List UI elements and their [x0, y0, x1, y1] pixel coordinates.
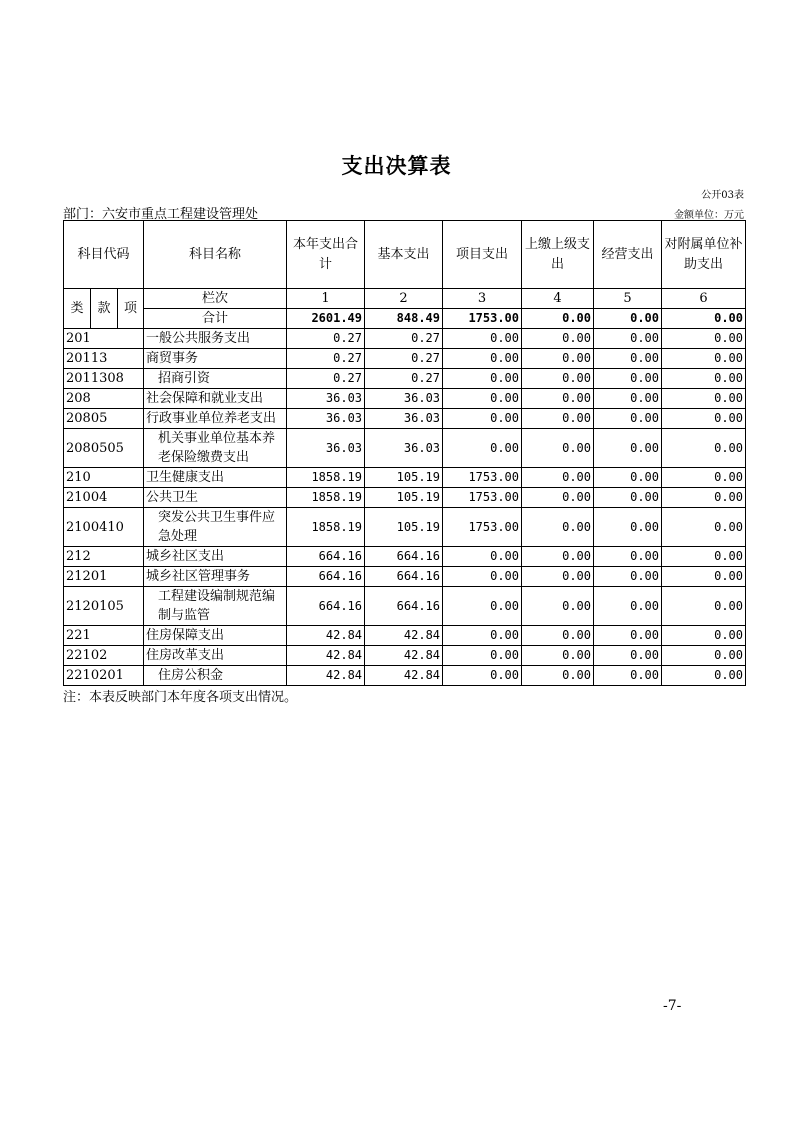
subject-name: 商贸事务 [144, 349, 287, 369]
total-value: 0.00 [594, 309, 662, 329]
amount-cell: 0.00 [443, 646, 522, 666]
total-value: 2601.49 [287, 309, 365, 329]
amount-cell: 36.03 [365, 409, 443, 429]
table-row [64, 567, 746, 587]
amount-cell: 0.00 [662, 587, 746, 626]
header-subject-code: 科目代码 [64, 221, 144, 289]
amount-cell: 0.27 [365, 349, 443, 369]
amount-cell: 0.00 [662, 429, 746, 468]
amount-cell: 0.00 [662, 389, 746, 409]
amount-cell: 664.16 [365, 567, 443, 587]
amount-cell: 0.00 [662, 567, 746, 587]
amount-cell: 0.00 [662, 646, 746, 666]
amount-cell: 0.00 [594, 468, 662, 488]
amount-cell: 0.00 [594, 587, 662, 626]
amount-cell: 36.03 [287, 429, 365, 468]
subject-code: 212 [64, 547, 144, 567]
amount-cell: 0.00 [662, 329, 746, 349]
header-subsidy: 对附属单位补助支出 [662, 221, 746, 289]
table-row [64, 488, 746, 508]
subject-code: 2120105 [64, 587, 144, 626]
header-basic: 基本支出 [365, 221, 443, 289]
amount-cell: 0.00 [594, 389, 662, 409]
amount-cell: 0.00 [594, 409, 662, 429]
amount-cell: 0.00 [522, 666, 594, 686]
expenditure-table [63, 220, 746, 686]
subject-code: 2100410 [64, 508, 144, 547]
subject-code: 201 [64, 329, 144, 349]
amount-cell: 0.00 [522, 646, 594, 666]
subject-name: 社会保障和就业支出 [144, 389, 287, 409]
column-number: 3 [443, 289, 522, 309]
header-total: 本年支出合计 [287, 221, 365, 289]
table-row [64, 409, 746, 429]
subject-code: 21004 [64, 488, 144, 508]
amount-cell: 0.00 [522, 567, 594, 587]
amount-cell: 664.16 [287, 547, 365, 567]
amount-cell: 0.00 [594, 508, 662, 547]
subject-code: 20113 [64, 349, 144, 369]
table-row [64, 369, 746, 389]
amount-cell: 0.00 [443, 429, 522, 468]
table-row [64, 646, 746, 666]
page-title: 支出决算表 [341, 153, 452, 178]
total-label: 合计 [144, 309, 287, 329]
column-number: 1 [287, 289, 365, 309]
amount-cell: 0.27 [287, 349, 365, 369]
amount-cell: 105.19 [365, 488, 443, 508]
table-row [64, 429, 746, 468]
total-value: 848.49 [365, 309, 443, 329]
subject-name: 卫生健康支出 [144, 468, 287, 488]
amount-cell: 0.00 [522, 369, 594, 389]
amount-cell: 0.00 [443, 547, 522, 567]
amount-cell: 42.84 [365, 626, 443, 646]
amount-cell: 0.00 [594, 429, 662, 468]
header-xiang: 项 [118, 289, 144, 329]
subject-name: 机关事业单位基本养老保险缴费支出 [144, 429, 287, 468]
amount-cell: 0.00 [443, 389, 522, 409]
amount-cell: 0.00 [662, 508, 746, 547]
amount-cell: 36.03 [287, 409, 365, 429]
amount-cell: 0.00 [522, 626, 594, 646]
amount-cell: 0.00 [594, 488, 662, 508]
amount-cell: 1753.00 [443, 488, 522, 508]
amount-cell: 0.00 [522, 488, 594, 508]
amount-cell: 0.00 [594, 349, 662, 369]
amount-cell: 664.16 [365, 587, 443, 626]
amount-cell: 1858.19 [287, 508, 365, 547]
amount-cell: 1858.19 [287, 488, 365, 508]
amount-cell: 0.00 [443, 369, 522, 389]
table-row [64, 587, 746, 626]
table-row [64, 468, 746, 488]
table-row [64, 389, 746, 409]
amount-cell: 105.19 [365, 508, 443, 547]
amount-cell: 0.00 [522, 329, 594, 349]
column-number: 2 [365, 289, 443, 309]
total-value: 1753.00 [443, 309, 522, 329]
header-kuan: 款 [91, 289, 118, 329]
header-lanci: 栏次 [144, 289, 287, 309]
amount-cell: 0.00 [662, 349, 746, 369]
amount-cell: 42.84 [365, 646, 443, 666]
subject-name: 住房改革支出 [144, 646, 287, 666]
header-subject-name: 科目名称 [144, 221, 287, 289]
subject-name: 城乡社区管理事务 [144, 567, 287, 587]
column-number: 4 [522, 289, 594, 309]
amount-cell: 0.00 [594, 567, 662, 587]
subject-code: 2210201 [64, 666, 144, 686]
header-project: 项目支出 [443, 221, 522, 289]
column-number: 6 [662, 289, 746, 309]
amount-cell: 0.00 [594, 547, 662, 567]
amount-cell: 0.00 [662, 547, 746, 567]
amount-cell: 36.03 [365, 429, 443, 468]
amount-cell: 0.00 [522, 349, 594, 369]
amount-cell: 0.00 [443, 349, 522, 369]
header-upper: 上缴上级支出 [522, 221, 594, 289]
column-number: 5 [594, 289, 662, 309]
amount-cell: 0.00 [662, 666, 746, 686]
amount-cell: 0.00 [594, 369, 662, 389]
amount-cell: 0.27 [365, 369, 443, 389]
table-note: 注：本表反映部门本年度各项支出情况。 [63, 690, 298, 705]
amount-cell: 42.84 [287, 626, 365, 646]
header-lei: 类 [64, 289, 91, 329]
amount-cell: 0.00 [522, 389, 594, 409]
amount-cell: 0.00 [662, 409, 746, 429]
amount-cell: 36.03 [287, 389, 365, 409]
subject-name: 行政事业单位养老支出 [144, 409, 287, 429]
amount-cell: 42.84 [287, 646, 365, 666]
subject-code: 2011308 [64, 369, 144, 389]
subject-name: 住房公积金 [144, 666, 287, 686]
amount-cell: 0.00 [522, 429, 594, 468]
amount-cell: 42.84 [287, 666, 365, 686]
subject-code: 21201 [64, 567, 144, 587]
total-value: 0.00 [662, 309, 746, 329]
amount-cell: 0.00 [662, 626, 746, 646]
amount-cell: 664.16 [287, 587, 365, 626]
amount-cell: 42.84 [365, 666, 443, 686]
table-row [64, 508, 746, 547]
amount-cell: 0.00 [522, 508, 594, 547]
subject-code: 210 [64, 468, 144, 488]
amount-cell: 0.00 [443, 567, 522, 587]
subject-name: 公共卫生 [144, 488, 287, 508]
page-number: -7- [663, 998, 682, 1014]
amount-cell: 1753.00 [443, 468, 522, 488]
amount-unit: 金额单位：万元 [674, 210, 744, 221]
amount-cell: 0.27 [287, 369, 365, 389]
amount-cell: 0.00 [594, 329, 662, 349]
amount-cell: 105.19 [365, 468, 443, 488]
table-body [64, 221, 746, 686]
amount-cell: 0.00 [522, 547, 594, 567]
amount-cell: 0.00 [522, 468, 594, 488]
table-row [64, 626, 746, 646]
subject-code: 2080505 [64, 429, 144, 468]
amount-cell: 664.16 [287, 567, 365, 587]
amount-cell: 0.00 [443, 329, 522, 349]
amount-cell: 0.00 [443, 409, 522, 429]
amount-cell: 0.00 [594, 666, 662, 686]
amount-cell: 0.00 [443, 666, 522, 686]
subject-name: 城乡社区支出 [144, 547, 287, 567]
amount-cell: 0.27 [287, 329, 365, 349]
subject-name: 工程建设编制规范编制与监管 [144, 587, 287, 626]
amount-cell: 1858.19 [287, 468, 365, 488]
subject-name: 招商引资 [144, 369, 287, 389]
table-row [64, 349, 746, 369]
subject-code: 208 [64, 389, 144, 409]
amount-cell: 0.00 [662, 488, 746, 508]
table-row [64, 329, 746, 349]
amount-cell: 0.00 [443, 587, 522, 626]
header-business: 经营支出 [594, 221, 662, 289]
amount-cell: 0.00 [594, 626, 662, 646]
amount-cell: 0.00 [662, 369, 746, 389]
amount-cell: 36.03 [365, 389, 443, 409]
amount-cell: 0.00 [662, 468, 746, 488]
column-number-row [64, 289, 746, 309]
subject-name: 一般公共服务支出 [144, 329, 287, 349]
amount-cell: 0.27 [365, 329, 443, 349]
total-row [64, 309, 746, 329]
subject-code: 22102 [64, 646, 144, 666]
subject-code: 20805 [64, 409, 144, 429]
amount-cell: 0.00 [443, 626, 522, 646]
amount-cell: 0.00 [594, 646, 662, 666]
department-label: 部门：六安市重点工程建设管理处 [63, 207, 259, 222]
header-row [64, 221, 746, 289]
amount-cell: 664.16 [365, 547, 443, 567]
amount-cell: 0.00 [522, 409, 594, 429]
subject-name: 突发公共卫生事件应急处理 [144, 508, 287, 547]
subject-name: 住房保障支出 [144, 626, 287, 646]
total-value: 0.00 [522, 309, 594, 329]
amount-cell: 1753.00 [443, 508, 522, 547]
subject-code: 221 [64, 626, 144, 646]
table-row [64, 547, 746, 567]
form-code: 公开03表 [701, 190, 744, 201]
amount-cell: 0.00 [522, 587, 594, 626]
table-row [64, 666, 746, 686]
